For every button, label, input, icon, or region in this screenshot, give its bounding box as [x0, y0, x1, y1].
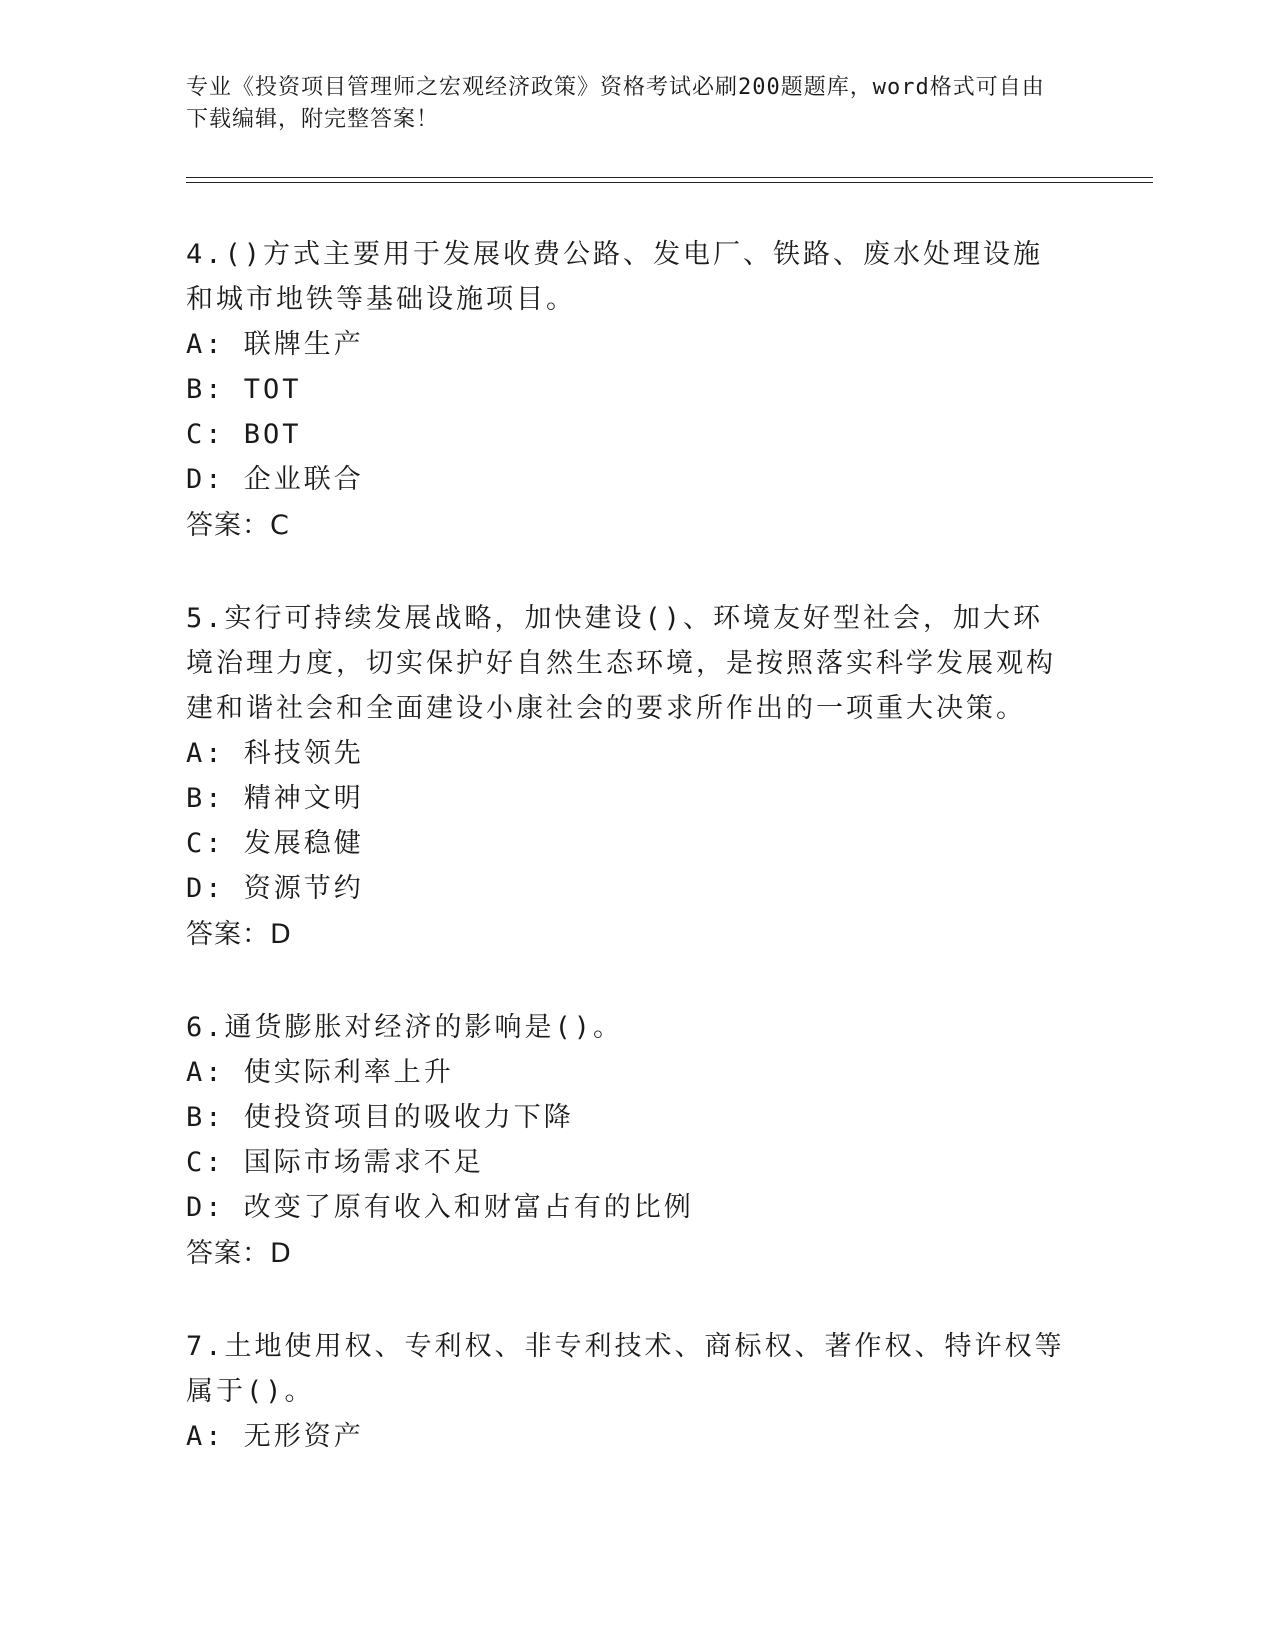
question-6	[186, 1005, 1066, 1278]
option-a: A: 使实际利率上升	[186, 1057, 454, 1088]
header-divider-top	[186, 177, 1153, 178]
option-b: B: TOT	[186, 374, 302, 405]
document-header: 专业《投资项目管理师之宏观经济政策》资格考试必刷200题题库，word格式可自由下载编辑，附完整答案！	[186, 75, 1045, 132]
option-a: A: 联牌生产	[186, 329, 364, 360]
question-list	[186, 232, 1066, 1505]
answer-line: 答案：C	[186, 510, 290, 541]
question-7	[186, 1324, 1066, 1459]
option-a: A: 科技领先	[186, 738, 364, 769]
option-b: B: 精神文明	[186, 783, 364, 814]
question-5	[186, 596, 1066, 959]
option-d: D: 企业联合	[186, 464, 364, 495]
question-stem: 5.实行可持续发展战略，加快建设()、环境友好型社会，加大环境治理力度，切实保护好自然生态环境，是按照落实科学发展观构建和谐社会和全面建设小康社会的要求所作出的一项重大决策。	[186, 603, 1056, 724]
question-stem: 6.通货膨胀对经济的影响是()。	[186, 1012, 624, 1043]
question-4	[186, 232, 1066, 550]
answer-line: 答案：D	[186, 1238, 292, 1269]
option-b: B: 使投资项目的吸收力下降	[186, 1102, 574, 1133]
option-a: A: 无形资产	[186, 1421, 364, 1452]
answer-line: 答案：D	[186, 919, 292, 950]
option-c: C: BOT	[186, 419, 302, 450]
option-c: C: 国际市场需求不足	[186, 1147, 484, 1178]
header-divider-bottom	[186, 182, 1153, 183]
question-stem: 4.()方式主要用于发展收费公路、发电厂、铁路、废水处理设施和城市地铁等基础设施项目。	[186, 239, 1044, 315]
option-c: C: 发展稳健	[186, 828, 364, 859]
option-d: D: 资源节约	[186, 873, 364, 904]
option-d: D: 改变了原有收入和财富占有的比例	[186, 1192, 694, 1223]
question-stem: 7.土地使用权、专利权、非专利技术、商标权、著作权、特许权等属于()。	[186, 1331, 1065, 1407]
